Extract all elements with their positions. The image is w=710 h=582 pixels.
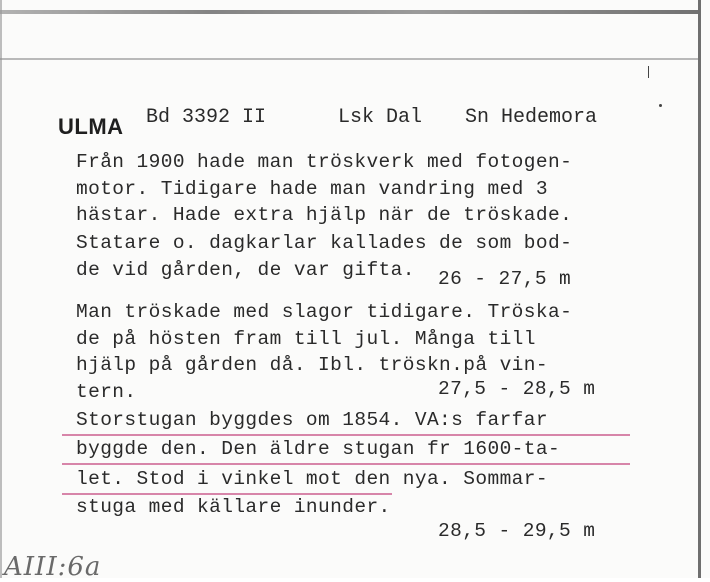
- text-line: hjälp på gården då. Ibl. tröskn.på vin-: [76, 354, 548, 376]
- tick-mark: [648, 66, 649, 78]
- dot-mark: [659, 104, 662, 107]
- text-line: motor. Tidigare hade man vandring med 3: [76, 178, 548, 200]
- archive-mark: AIII:6a: [4, 552, 102, 582]
- text-line: Statare o. dagkarlar kallades de som bod-: [76, 232, 573, 254]
- text-line: byggde den. Den äldre stugan fr 1600-ta-: [76, 438, 561, 460]
- depth-range: 27,5 - 28,5 m: [438, 378, 596, 400]
- text-line: Man tröskade med slagor tidigare. Tröska-: [76, 301, 573, 323]
- card-edge-left: [0, 0, 2, 578]
- depth-range: 26 - 27,5 m: [438, 268, 572, 290]
- highlight-underline: [62, 434, 630, 436]
- text-line: Från 1900 hade man tröskverk med fotogen-: [76, 151, 573, 173]
- card-edge-right: [698, 0, 701, 578]
- text-line: stuga med källare inunder.: [76, 496, 391, 518]
- ulma-stamp: ULMA: [58, 114, 124, 139]
- header-sn: Sn Hedemora: [465, 106, 598, 129]
- text-line: Storstugan byggdes om 1854. VA:s farfar: [76, 409, 548, 431]
- header-bd: Bd 3392 II: [146, 106, 267, 129]
- card-edge-top: [0, 10, 700, 14]
- text-line: let. Stod i vinkel mot den nya. Sommar-: [76, 468, 548, 490]
- highlight-underline: [62, 463, 630, 465]
- card-edge-line: [0, 58, 700, 60]
- header-lsk: Lsk Dal: [338, 106, 423, 129]
- text-line: tern.: [76, 381, 137, 403]
- text-line: de vid gården, de var gifta.: [76, 259, 415, 281]
- text-line: hästar. Hade extra hjälp när de tröskade.: [76, 204, 573, 226]
- depth-range: 28,5 - 29,5 m: [438, 520, 596, 542]
- text-line: de på hösten fram till jul. Många till: [76, 328, 536, 350]
